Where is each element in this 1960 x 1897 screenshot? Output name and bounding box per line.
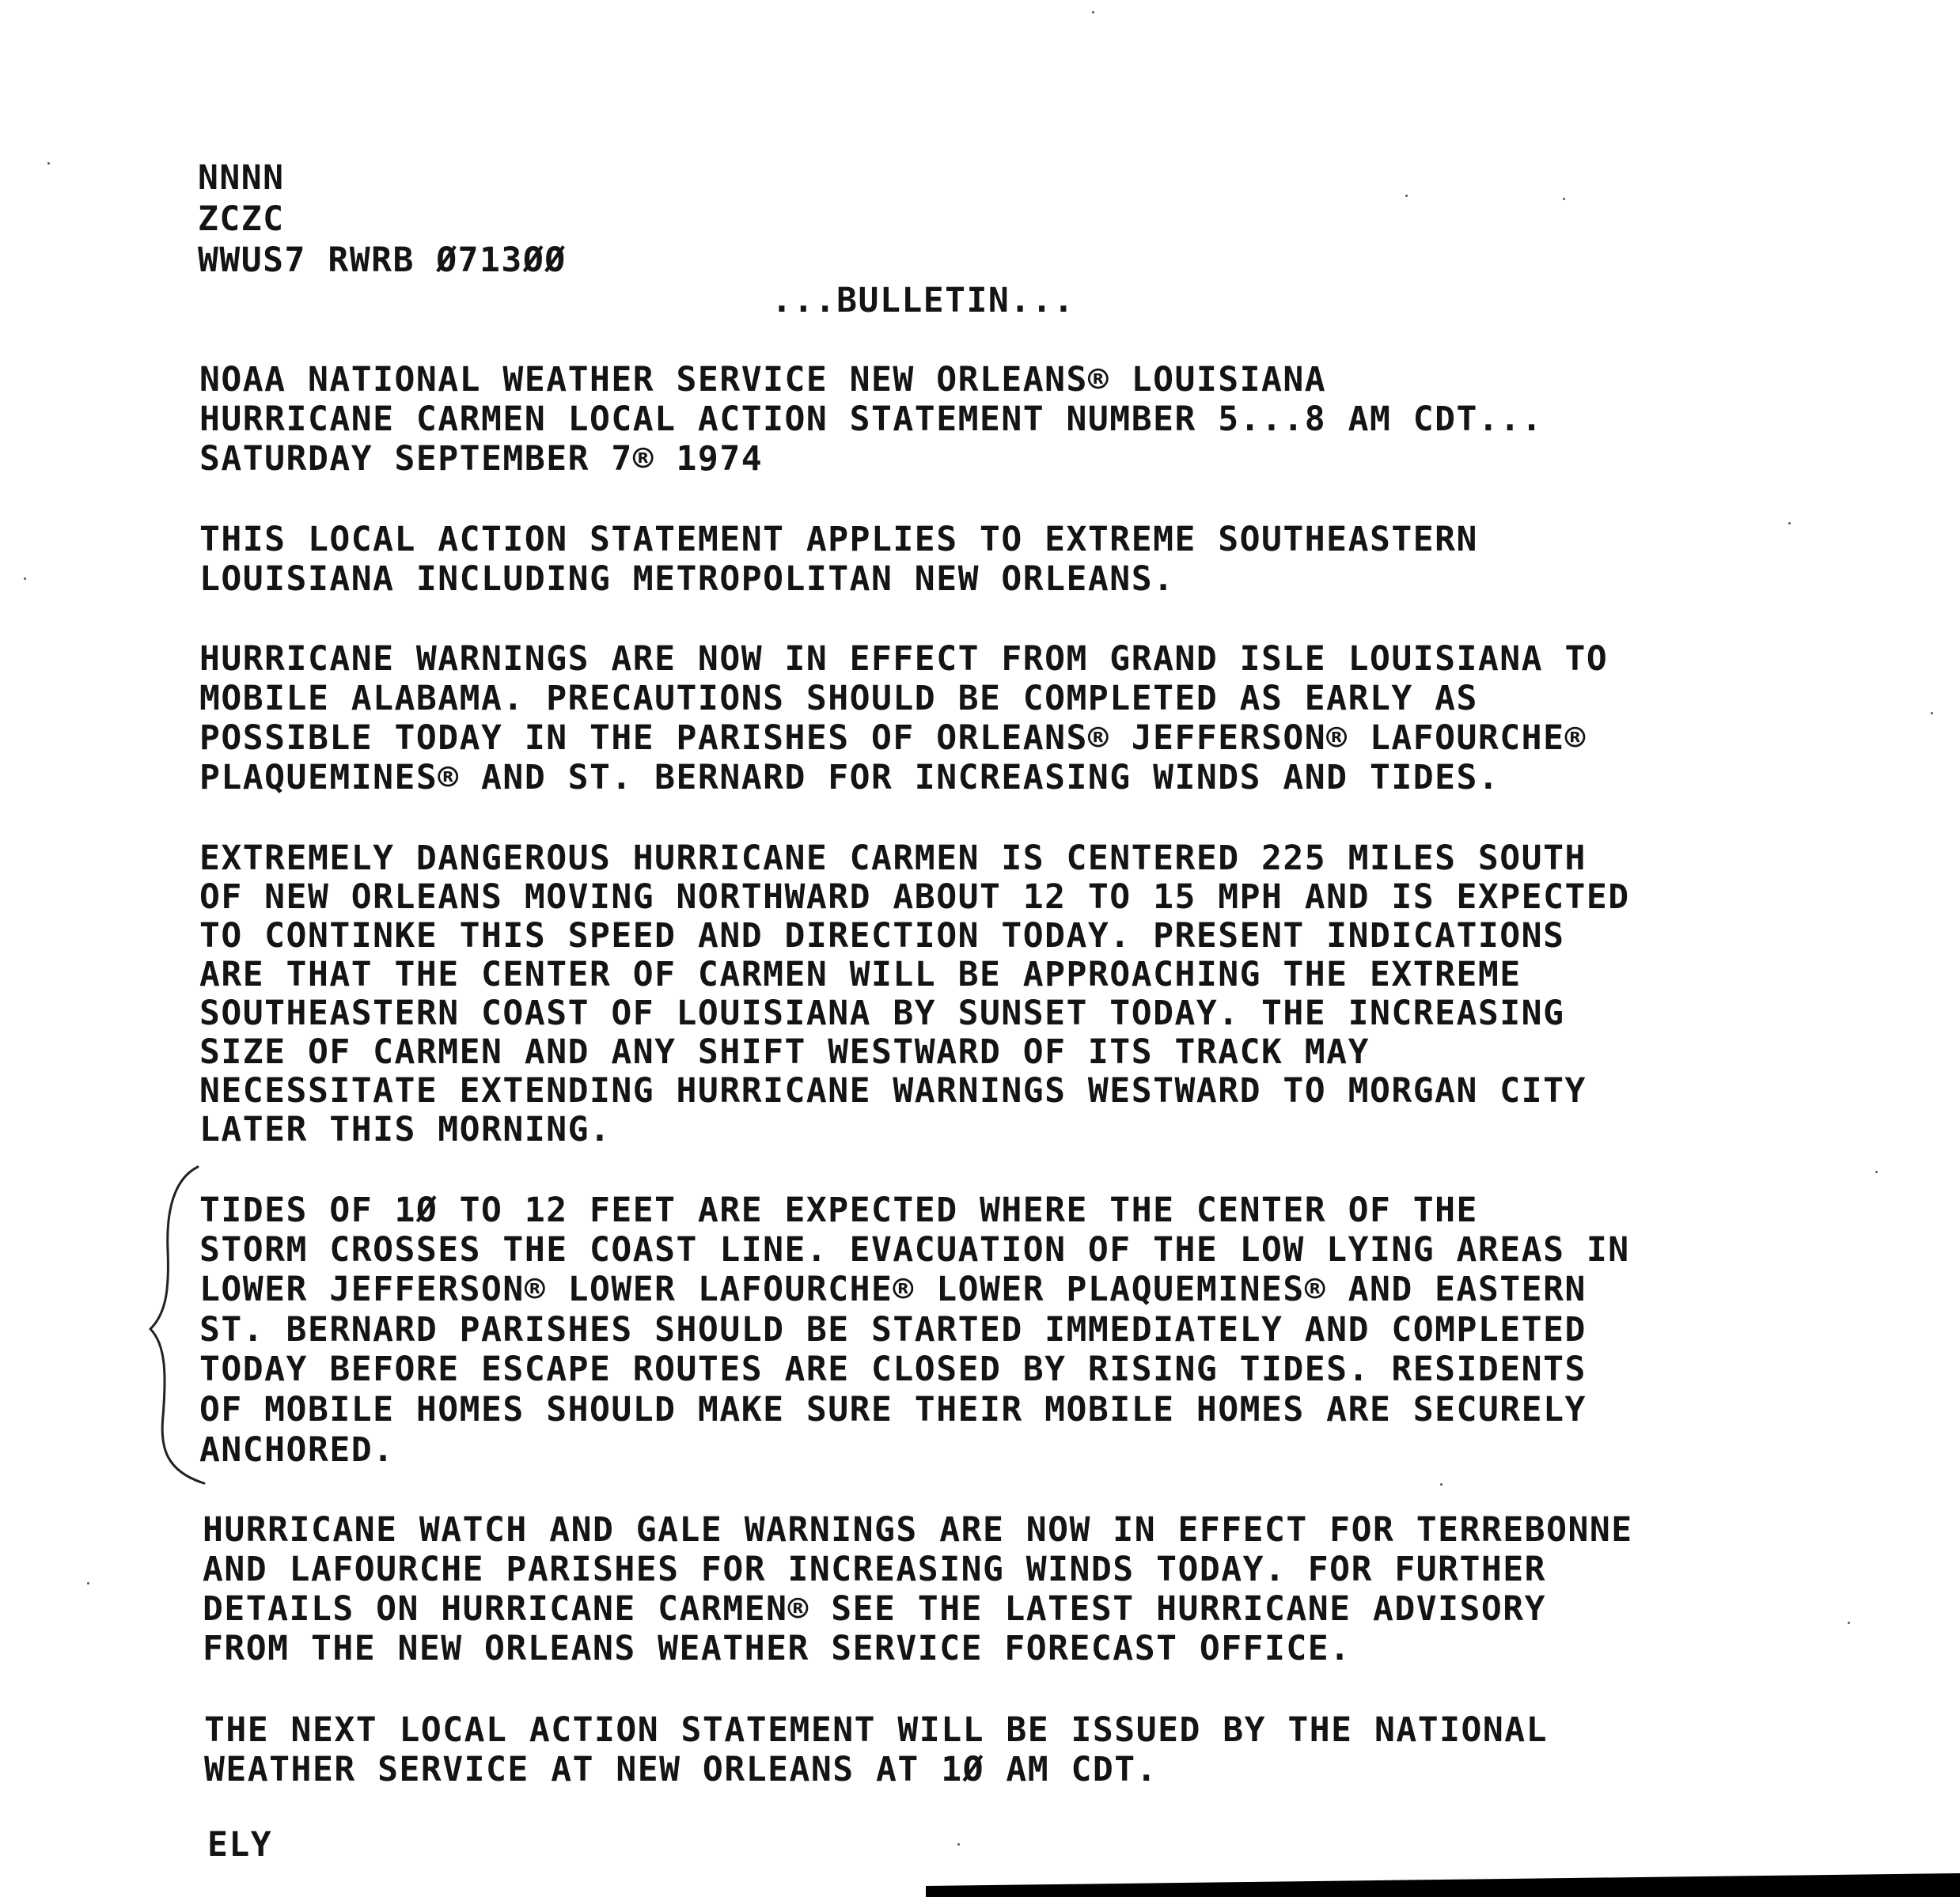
scan-speck — [957, 1843, 960, 1846]
paragraph3-line-3: TO CONTINKE THIS SPEED AND DIRECTION TODAY. PRESENT INDICATIONS — [199, 916, 1565, 956]
handwritten-bracket — [142, 1163, 206, 1487]
paragraph2-line-2: MOBILE ALABAMA. PRECAUTIONS SHOULD BE COMPLETED AS EARLY AS — [199, 679, 1478, 718]
paragraph2-line-1: HURRICANE WARNINGS ARE NOW IN EFFECT FROM GRAND ISLE LOUISIANA TO — [199, 639, 1609, 679]
issuer-line-1: NOAA NATIONAL WEATHER SERVICE NEW ORLEANS® LOUISIANA — [199, 360, 1327, 399]
paragraph5-line-3: DETAILS ON HURRICANE CARMEN® SEE THE LATEST HURRICANE ADVISORY — [203, 1589, 1547, 1629]
scan-speck — [1788, 522, 1791, 524]
bulletin-title: ...BULLETIN... — [771, 281, 1075, 320]
paragraph2-line-3: POSSIBLE TODAY IN THE PARISHES OF ORLEANS® JEFFERSON® LAFOURCHE® — [199, 718, 1587, 758]
paragraph6-line-1: THE NEXT LOCAL ACTION STATEMENT WILL BE ISSUED BY THE NATIONAL — [204, 1710, 1549, 1750]
scan-speck — [1092, 11, 1094, 13]
paragraph4-line-3: LOWER JEFFERSON® LOWER LAFOURCHE® LOWER PLAQUEMINES® AND EASTERN — [199, 1270, 1587, 1309]
paragraph3-line-8: LATER THIS MORNING. — [199, 1110, 612, 1149]
paragraph6-line-2: WEATHER SERVICE AT NEW ORLEANS AT 1Ø AM CDT. — [204, 1750, 1158, 1789]
paragraph3-line-5: SOUTHEASTERN COAST OF LOUISIANA BY SUNSET TODAY. THE INCREASING — [199, 994, 1565, 1033]
paragraph5-line-4: FROM THE NEW ORLEANS WEATHER SERVICE FORECAST OFFICE. — [203, 1629, 1352, 1668]
scan-speck — [1931, 712, 1933, 714]
paragraph5-line-1: HURRICANE WATCH AND GALE WARNINGS ARE NOW IN EFFECT FOR TERREBONNE — [203, 1510, 1633, 1550]
scan-speck — [1440, 1483, 1443, 1486]
scan-edge-shadow — [926, 1865, 1960, 1897]
scan-speck — [87, 1582, 89, 1585]
paragraph4-line-5: TODAY BEFORE ESCAPE ROUTES ARE CLOSED BY RISING TIDES. RESIDENTS — [199, 1350, 1587, 1389]
signoff: ELY — [207, 1825, 273, 1865]
paragraph3-line-6: SIZE OF CARMEN AND ANY SHIFT WESTWARD OF ITS TRACK MAY — [199, 1032, 1370, 1072]
header-line-2: ZCZC — [198, 199, 285, 239]
paragraph4-line-6: OF MOBILE HOMES SHOULD MAKE SURE THEIR MOBILE HOMES ARE SECURELY — [199, 1390, 1587, 1429]
paragraph1-line-2: LOUISIANA INCLUDING METROPOLITAN NEW ORLEANS. — [199, 559, 1175, 599]
paragraph3-line-7: NECESSITATE EXTENDING HURRICANE WARNINGS WESTWARD TO MORGAN CITY — [199, 1071, 1587, 1111]
paragraph4-line-7: ANCHORED. — [199, 1430, 395, 1470]
header-line-3: WWUS7 RWRB Ø713ØØ — [198, 240, 567, 280]
paragraph4-line-1: TIDES OF 1Ø TO 12 FEET ARE EXPECTED WHERE THE CENTER OF THE — [199, 1191, 1478, 1230]
issuer-line-3: SATURDAY SEPTEMBER 7® 1974 — [199, 439, 764, 479]
issuer-line-2: HURRICANE CARMEN LOCAL ACTION STATEMENT NUMBER 5...8 AM CDT... — [199, 399, 1544, 439]
paragraph3-line-2: OF NEW ORLEANS MOVING NORTHWARD ABOUT 12 TO 15 MPH AND IS EXPECTED — [199, 877, 1630, 917]
scan-speck — [1563, 198, 1565, 200]
scan-speck — [1405, 195, 1408, 197]
scan-speck — [47, 162, 50, 165]
scan-speck — [1848, 1622, 1850, 1624]
paragraph4-line-4: ST. BERNARD PARISHES SHOULD BE STARTED IMMEDIATELY AND COMPLETED — [199, 1310, 1587, 1350]
paragraph2-line-4: PLAQUEMINES® AND ST. BERNARD FOR INCREASING WINDS AND TIDES. — [199, 758, 1500, 797]
paragraph3-line-1: EXTREMELY DANGEROUS HURRICANE CARMEN IS CENTERED 225 MILES SOUTH — [199, 839, 1587, 878]
paragraph5-line-2: AND LAFOURCHE PARISHES FOR INCREASING WINDS TODAY. FOR FURTHER — [203, 1550, 1547, 1589]
paragraph3-line-4: ARE THAT THE CENTER OF CARMEN WILL BE APPROACHING THE EXTREME — [199, 955, 1522, 994]
scan-speck — [1875, 1171, 1878, 1173]
paragraph4-line-2: STORM CROSSES THE COAST LINE. EVACUATION OF THE LOW LYING AREAS IN — [199, 1230, 1630, 1270]
paragraph1-line-1: THIS LOCAL ACTION STATEMENT APPLIES TO EXTREME SOUTHEASTERN — [199, 520, 1478, 559]
scan-speck — [24, 577, 26, 580]
header-line-1: NNNN — [198, 158, 285, 198]
